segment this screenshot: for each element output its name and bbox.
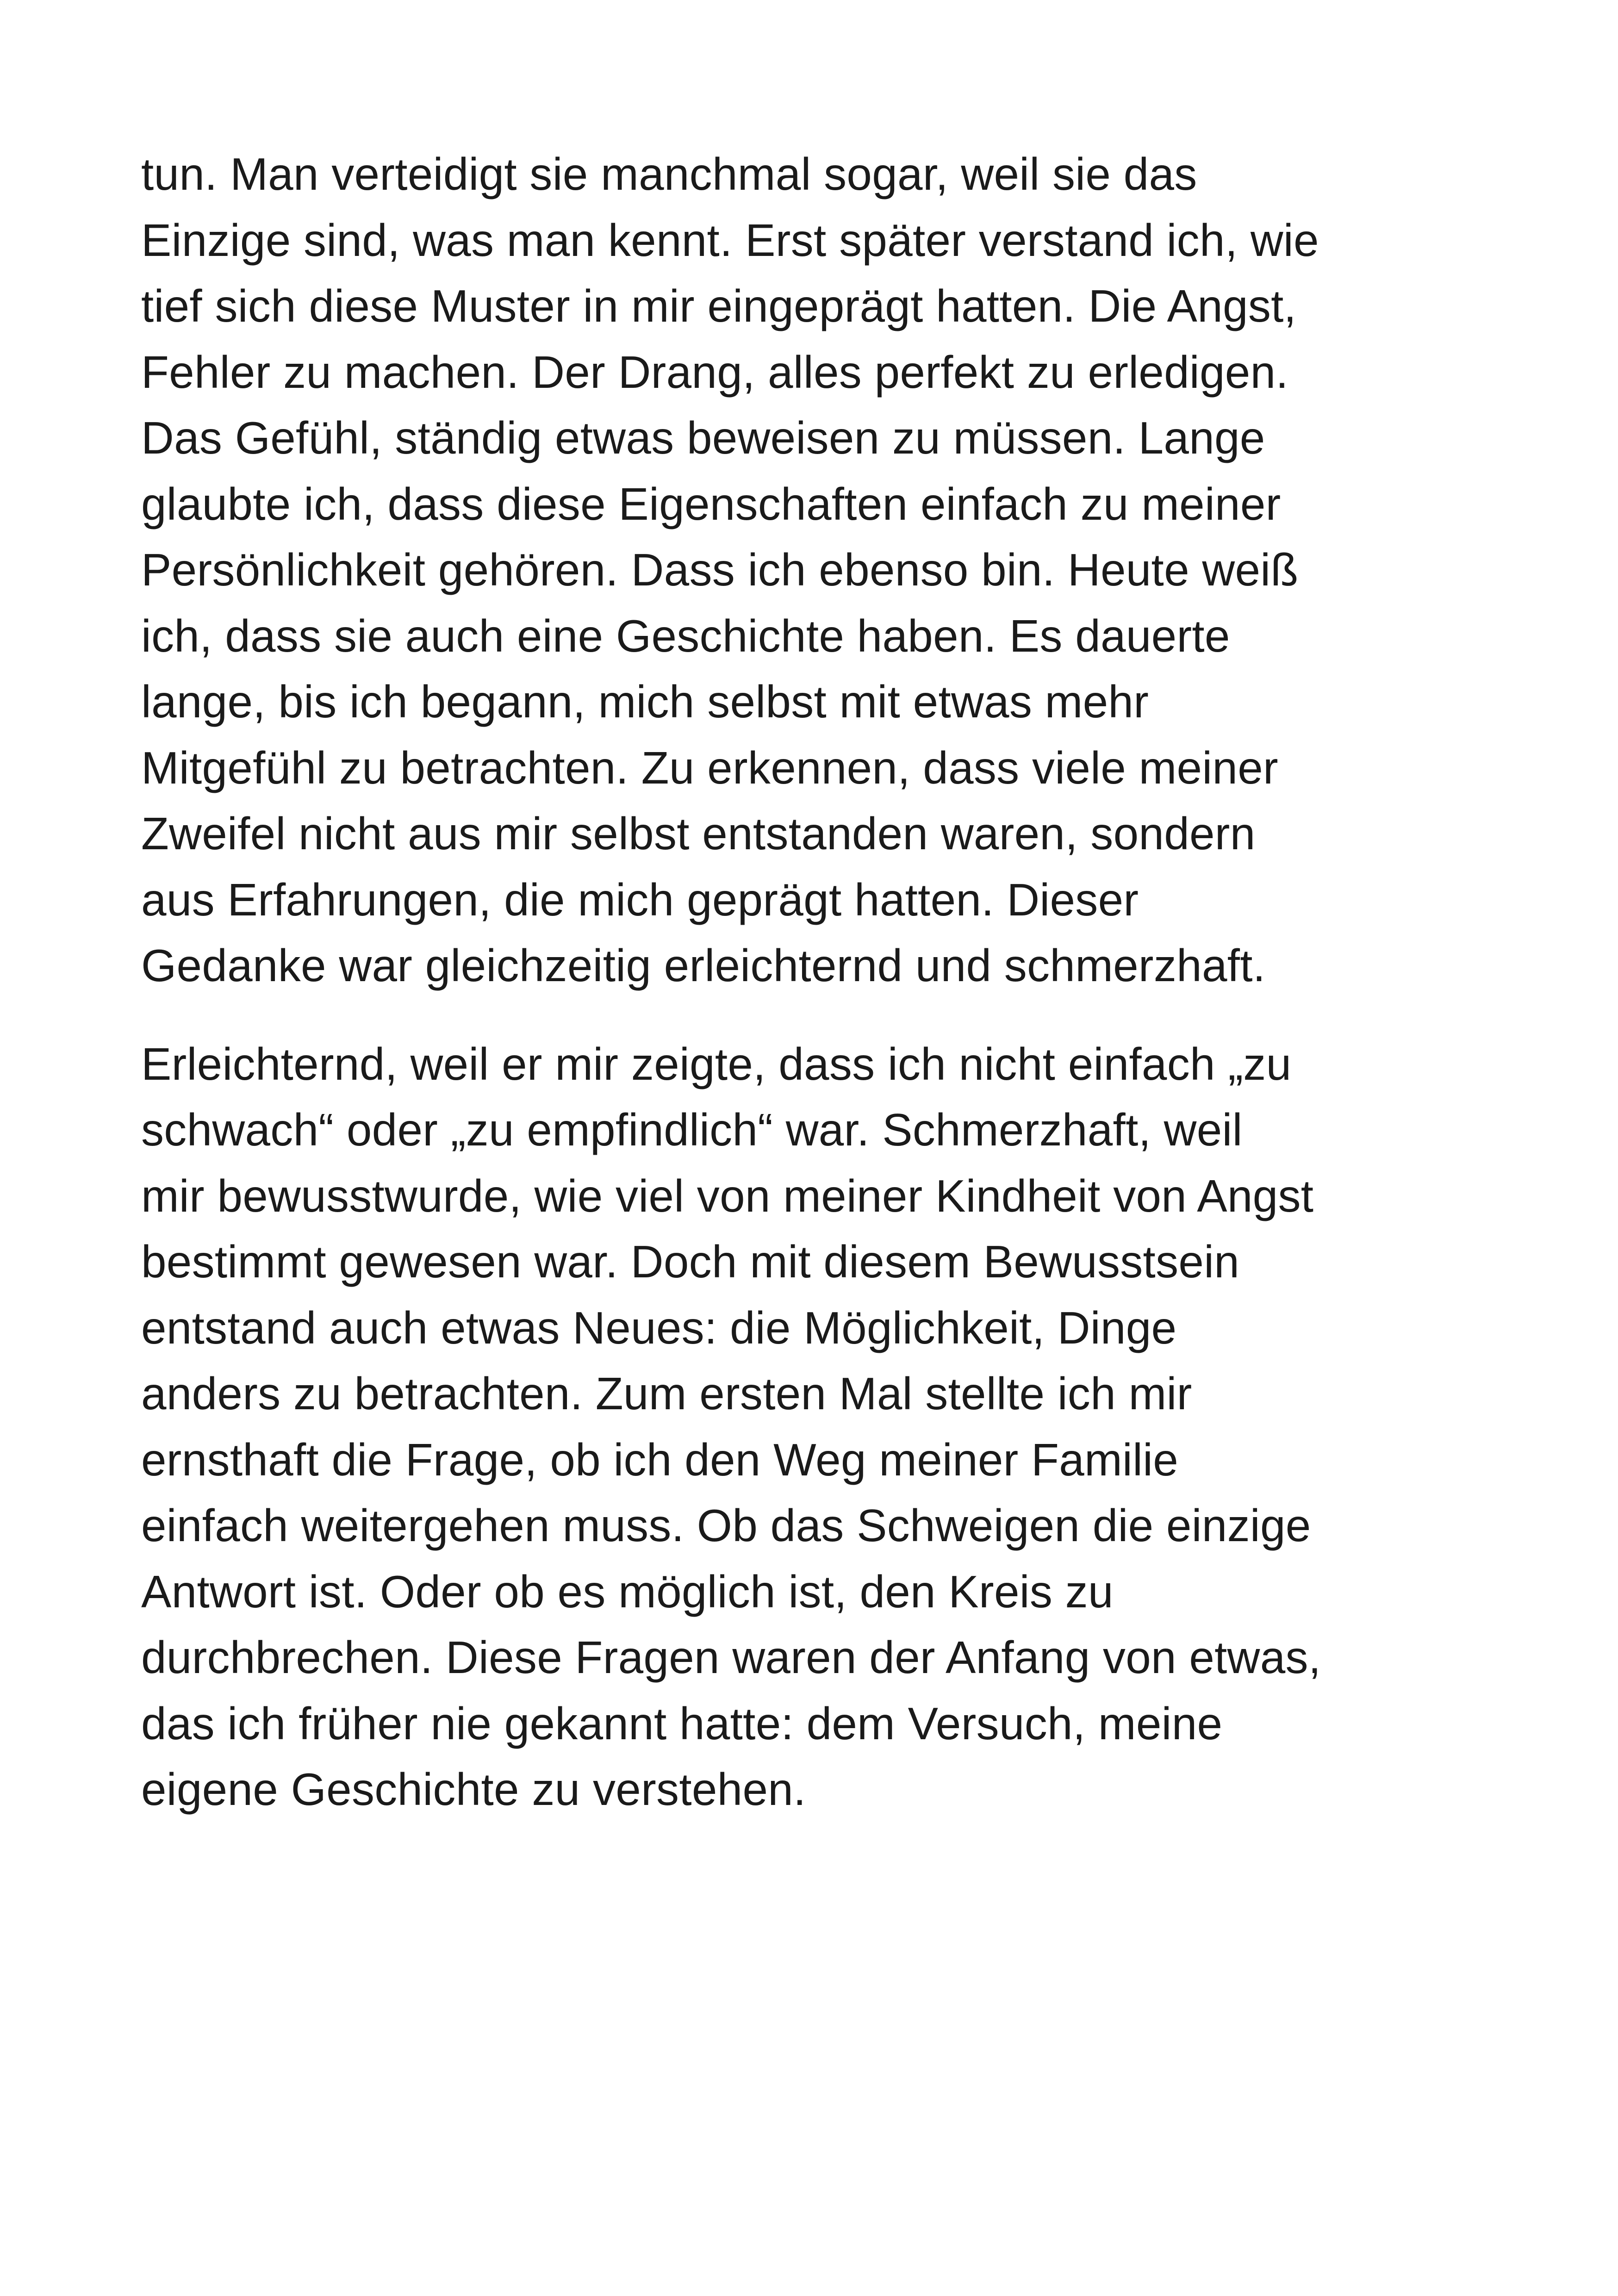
text-line: bestimmt gewesen war. Doch mit diesem Bewusstsein xyxy=(141,1236,1240,1287)
text-line: durchbrechen. Diese Fragen waren der Anfang von etwas, xyxy=(141,1632,1321,1683)
text-line: tief sich diese Muster in mir eingeprägt hatten. Die Angst, xyxy=(141,280,1297,331)
text-line: das ich früher nie gekannt hatte: dem Versuch, meine xyxy=(141,1698,1223,1749)
text-line: Fehler zu machen. Der Drang, alles perfekt zu erledigen. xyxy=(141,346,1288,398)
text-line: Einzige sind, was man kennt. Erst später verstand ich, wie xyxy=(141,214,1319,266)
text-line: Zweifel nicht aus mir selbst entstanden waren, sondern xyxy=(141,808,1256,859)
text-line: einfach weitergehen muss. Ob das Schweigen die einzige xyxy=(141,1500,1311,1551)
paragraph-1 xyxy=(141,141,1511,999)
text-line: Persönlichkeit gehören. Dass ich ebenso bin. Heute weiß xyxy=(141,544,1299,595)
paragraph-spacing xyxy=(141,999,1511,1031)
text-line: mir bewusstwurde, wie viel von meiner Kindheit von Angst xyxy=(141,1170,1314,1221)
text-line: Mitgefühl zu betrachten. Zu erkennen, dass viele meiner xyxy=(141,742,1278,793)
text-line: schwach“ oder „zu empfindlich“ war. Schmerzhaft, weil xyxy=(141,1104,1243,1155)
text-line: anders zu betrachten. Zum ersten Mal stellte ich mir xyxy=(141,1368,1192,1419)
text-line: Antwort ist. Oder ob es möglich ist, den Kreis zu xyxy=(141,1566,1114,1617)
text-line: ich, dass sie auch eine Geschichte haben. Es dauerte xyxy=(141,610,1230,661)
text-line: Gedanke war gleichzeitig erleichternd und schmerzhaft. xyxy=(141,940,1266,991)
paragraph-2 xyxy=(141,1031,1511,1823)
text-line: lange, bis ich begann, mich selbst mit etwas mehr xyxy=(141,676,1149,727)
text-line: eigene Geschichte zu verstehen. xyxy=(141,1764,806,1815)
text-line: aus Erfahrungen, die mich geprägt hatten. Dieser xyxy=(141,874,1139,925)
text-line: tun. Man verteidigt sie manchmal sogar, weil sie das xyxy=(141,149,1197,199)
text-line: glaubte ich, dass diese Eigenschaften einfach zu meiner xyxy=(141,478,1281,529)
text-line: Das Gefühl, ständig etwas beweisen zu müssen. Lange xyxy=(141,412,1265,463)
text-line: Erleichternd, weil er mir zeigte, dass ich nicht einfach „zu xyxy=(141,1038,1292,1089)
text-line: ernsthaft die Frage, ob ich den Weg meiner Familie xyxy=(141,1434,1179,1485)
body-text xyxy=(141,141,1511,1823)
text-line: entstand auch etwas Neues: die Möglichkeit, Dinge xyxy=(141,1302,1177,1353)
